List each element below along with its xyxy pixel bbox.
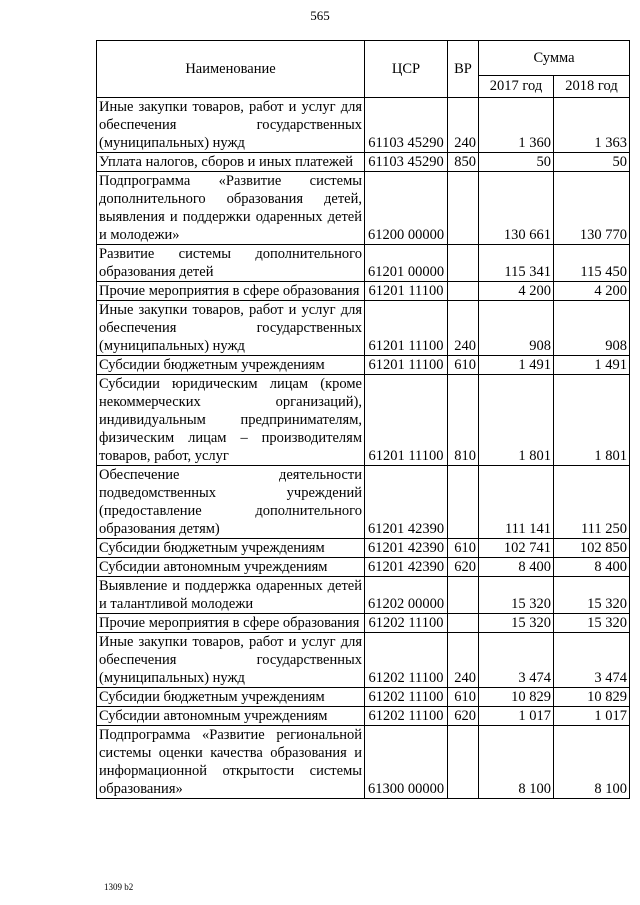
header-sum: Сумма bbox=[479, 41, 630, 76]
row-vr: 810 bbox=[448, 375, 479, 466]
table-row bbox=[97, 726, 630, 799]
table-row bbox=[97, 375, 630, 466]
row-vr: 610 bbox=[448, 356, 479, 375]
row-amount-2018: 1 017 bbox=[554, 707, 630, 726]
table-row bbox=[97, 153, 630, 172]
row-name: Подпрограмма «Развитие системы дополнительного образования детей, выявления и поддержки одаренных детей и молодежи» bbox=[97, 172, 365, 245]
row-amount-2017: 1 360 bbox=[479, 98, 554, 153]
row-amount-2018: 3 474 bbox=[554, 633, 630, 688]
table-row bbox=[97, 707, 630, 726]
row-csr: 61201 00000 bbox=[365, 245, 448, 282]
row-name: Подпрограмма «Развитие региональной системы оценки качества образования и информационной открытости системы образования» bbox=[97, 726, 365, 799]
row-csr: 61201 11100 bbox=[365, 356, 448, 375]
row-csr: 61202 11100 bbox=[365, 688, 448, 707]
header-year-2017: 2017 год bbox=[479, 75, 554, 97]
row-name: Уплата налогов, сборов и иных платежей bbox=[97, 153, 365, 172]
page-number: 565 bbox=[310, 8, 330, 23]
row-amount-2017: 10 829 bbox=[479, 688, 554, 707]
row-amount-2018: 15 320 bbox=[554, 577, 630, 614]
row-csr: 61201 11100 bbox=[365, 282, 448, 301]
header-vr: ВР bbox=[448, 41, 479, 98]
row-name: Иные закупки товаров, работ и услуг для обеспечения государственных (муниципальных) нужд bbox=[97, 98, 365, 153]
row-amount-2018: 1 491 bbox=[554, 356, 630, 375]
row-amount-2018: 15 320 bbox=[554, 614, 630, 633]
row-vr bbox=[448, 614, 479, 633]
row-csr: 61103 45290 bbox=[365, 98, 448, 153]
row-vr: 240 bbox=[448, 301, 479, 356]
row-name: Прочие мероприятия в сфере образования bbox=[97, 614, 365, 633]
row-vr bbox=[448, 245, 479, 282]
row-csr: 61103 45290 bbox=[365, 153, 448, 172]
budget-table bbox=[96, 40, 630, 799]
row-amount-2018: 111 250 bbox=[554, 466, 630, 539]
row-amount-2017: 130 661 bbox=[479, 172, 554, 245]
row-amount-2017: 1 017 bbox=[479, 707, 554, 726]
row-amount-2017: 111 141 bbox=[479, 466, 554, 539]
table-row bbox=[97, 633, 630, 688]
row-amount-2018: 115 450 bbox=[554, 245, 630, 282]
header-name: Наименование bbox=[97, 41, 365, 98]
table-row bbox=[97, 245, 630, 282]
row-name: Субсидии автономным учреждениям bbox=[97, 707, 365, 726]
row-name: Прочие мероприятия в сфере образования bbox=[97, 282, 365, 301]
footer-code: 1309 b2 bbox=[104, 882, 134, 892]
row-vr: 240 bbox=[448, 633, 479, 688]
row-vr: 620 bbox=[448, 707, 479, 726]
row-amount-2017: 1 801 bbox=[479, 375, 554, 466]
table-row bbox=[97, 466, 630, 539]
row-name: Субсидии бюджетным учреждениям bbox=[97, 356, 365, 375]
row-amount-2018: 8 100 bbox=[554, 726, 630, 799]
row-amount-2018: 10 829 bbox=[554, 688, 630, 707]
row-csr: 61202 00000 bbox=[365, 577, 448, 614]
table-row bbox=[97, 98, 630, 153]
row-vr: 620 bbox=[448, 558, 479, 577]
row-vr: 240 bbox=[448, 98, 479, 153]
row-name: Выявление и поддержка одаренных детей и талантливой молодежи bbox=[97, 577, 365, 614]
row-vr bbox=[448, 172, 479, 245]
row-csr: 61201 42390 bbox=[365, 558, 448, 577]
row-csr: 61202 11100 bbox=[365, 614, 448, 633]
row-amount-2017: 8 400 bbox=[479, 558, 554, 577]
row-name: Субсидии бюджетным учреждениям bbox=[97, 539, 365, 558]
row-amount-2018: 4 200 bbox=[554, 282, 630, 301]
row-amount-2018: 908 bbox=[554, 301, 630, 356]
row-csr: 61201 42390 bbox=[365, 466, 448, 539]
row-name: Обеспечение деятельности подведомственных учреждений (предоставление дополнительного образования детям) bbox=[97, 466, 365, 539]
row-amount-2018: 50 bbox=[554, 153, 630, 172]
table-row bbox=[97, 577, 630, 614]
table-row bbox=[97, 172, 630, 245]
table-row bbox=[97, 356, 630, 375]
row-csr: 61202 11100 bbox=[365, 707, 448, 726]
row-amount-2017: 15 320 bbox=[479, 614, 554, 633]
row-csr: 61201 11100 bbox=[365, 375, 448, 466]
row-amount-2018: 1 363 bbox=[554, 98, 630, 153]
row-amount-2017: 4 200 bbox=[479, 282, 554, 301]
row-amount-2017: 8 100 bbox=[479, 726, 554, 799]
row-amount-2018: 102 850 bbox=[554, 539, 630, 558]
row-amount-2017: 50 bbox=[479, 153, 554, 172]
table-row bbox=[97, 539, 630, 558]
row-vr: 850 bbox=[448, 153, 479, 172]
row-csr: 61300 00000 bbox=[365, 726, 448, 799]
row-name: Субсидии бюджетным учреждениям bbox=[97, 688, 365, 707]
row-vr bbox=[448, 282, 479, 301]
row-amount-2017: 15 320 bbox=[479, 577, 554, 614]
row-csr: 61202 11100 bbox=[365, 633, 448, 688]
row-amount-2018: 1 801 bbox=[554, 375, 630, 466]
row-name: Иные закупки товаров, работ и услуг для обеспечения государственных (муниципальных) нужд bbox=[97, 633, 365, 688]
table-row bbox=[97, 301, 630, 356]
row-vr: 610 bbox=[448, 539, 479, 558]
row-name: Субсидии юридическим лицам (кроме некоммерческих организаций), индивидуальным предпринимателям, физическим лицам – производителям товаров, работ, услуг bbox=[97, 375, 365, 466]
row-amount-2017: 1 491 bbox=[479, 356, 554, 375]
table-row bbox=[97, 282, 630, 301]
table-body bbox=[97, 98, 630, 799]
row-amount-2017: 908 bbox=[479, 301, 554, 356]
table-row bbox=[97, 688, 630, 707]
row-amount-2017: 102 741 bbox=[479, 539, 554, 558]
row-vr bbox=[448, 726, 479, 799]
row-vr bbox=[448, 577, 479, 614]
row-amount-2017: 3 474 bbox=[479, 633, 554, 688]
row-vr bbox=[448, 466, 479, 539]
row-csr: 61201 11100 bbox=[365, 301, 448, 356]
table-row bbox=[97, 558, 630, 577]
row-amount-2017: 115 341 bbox=[479, 245, 554, 282]
row-name: Развитие системы дополнительного образования детей bbox=[97, 245, 365, 282]
table-header bbox=[97, 41, 630, 98]
row-name: Субсидии автономным учреждениям bbox=[97, 558, 365, 577]
table-row bbox=[97, 614, 630, 633]
row-vr: 610 bbox=[448, 688, 479, 707]
row-csr: 61200 00000 bbox=[365, 172, 448, 245]
row-csr: 61201 42390 bbox=[365, 539, 448, 558]
row-amount-2018: 8 400 bbox=[554, 558, 630, 577]
row-amount-2018: 130 770 bbox=[554, 172, 630, 245]
header-csr: ЦСР bbox=[365, 41, 448, 98]
header-year-2018: 2018 год bbox=[554, 75, 630, 97]
row-name: Иные закупки товаров, работ и услуг для обеспечения государственных (муниципальных) нужд bbox=[97, 301, 365, 356]
